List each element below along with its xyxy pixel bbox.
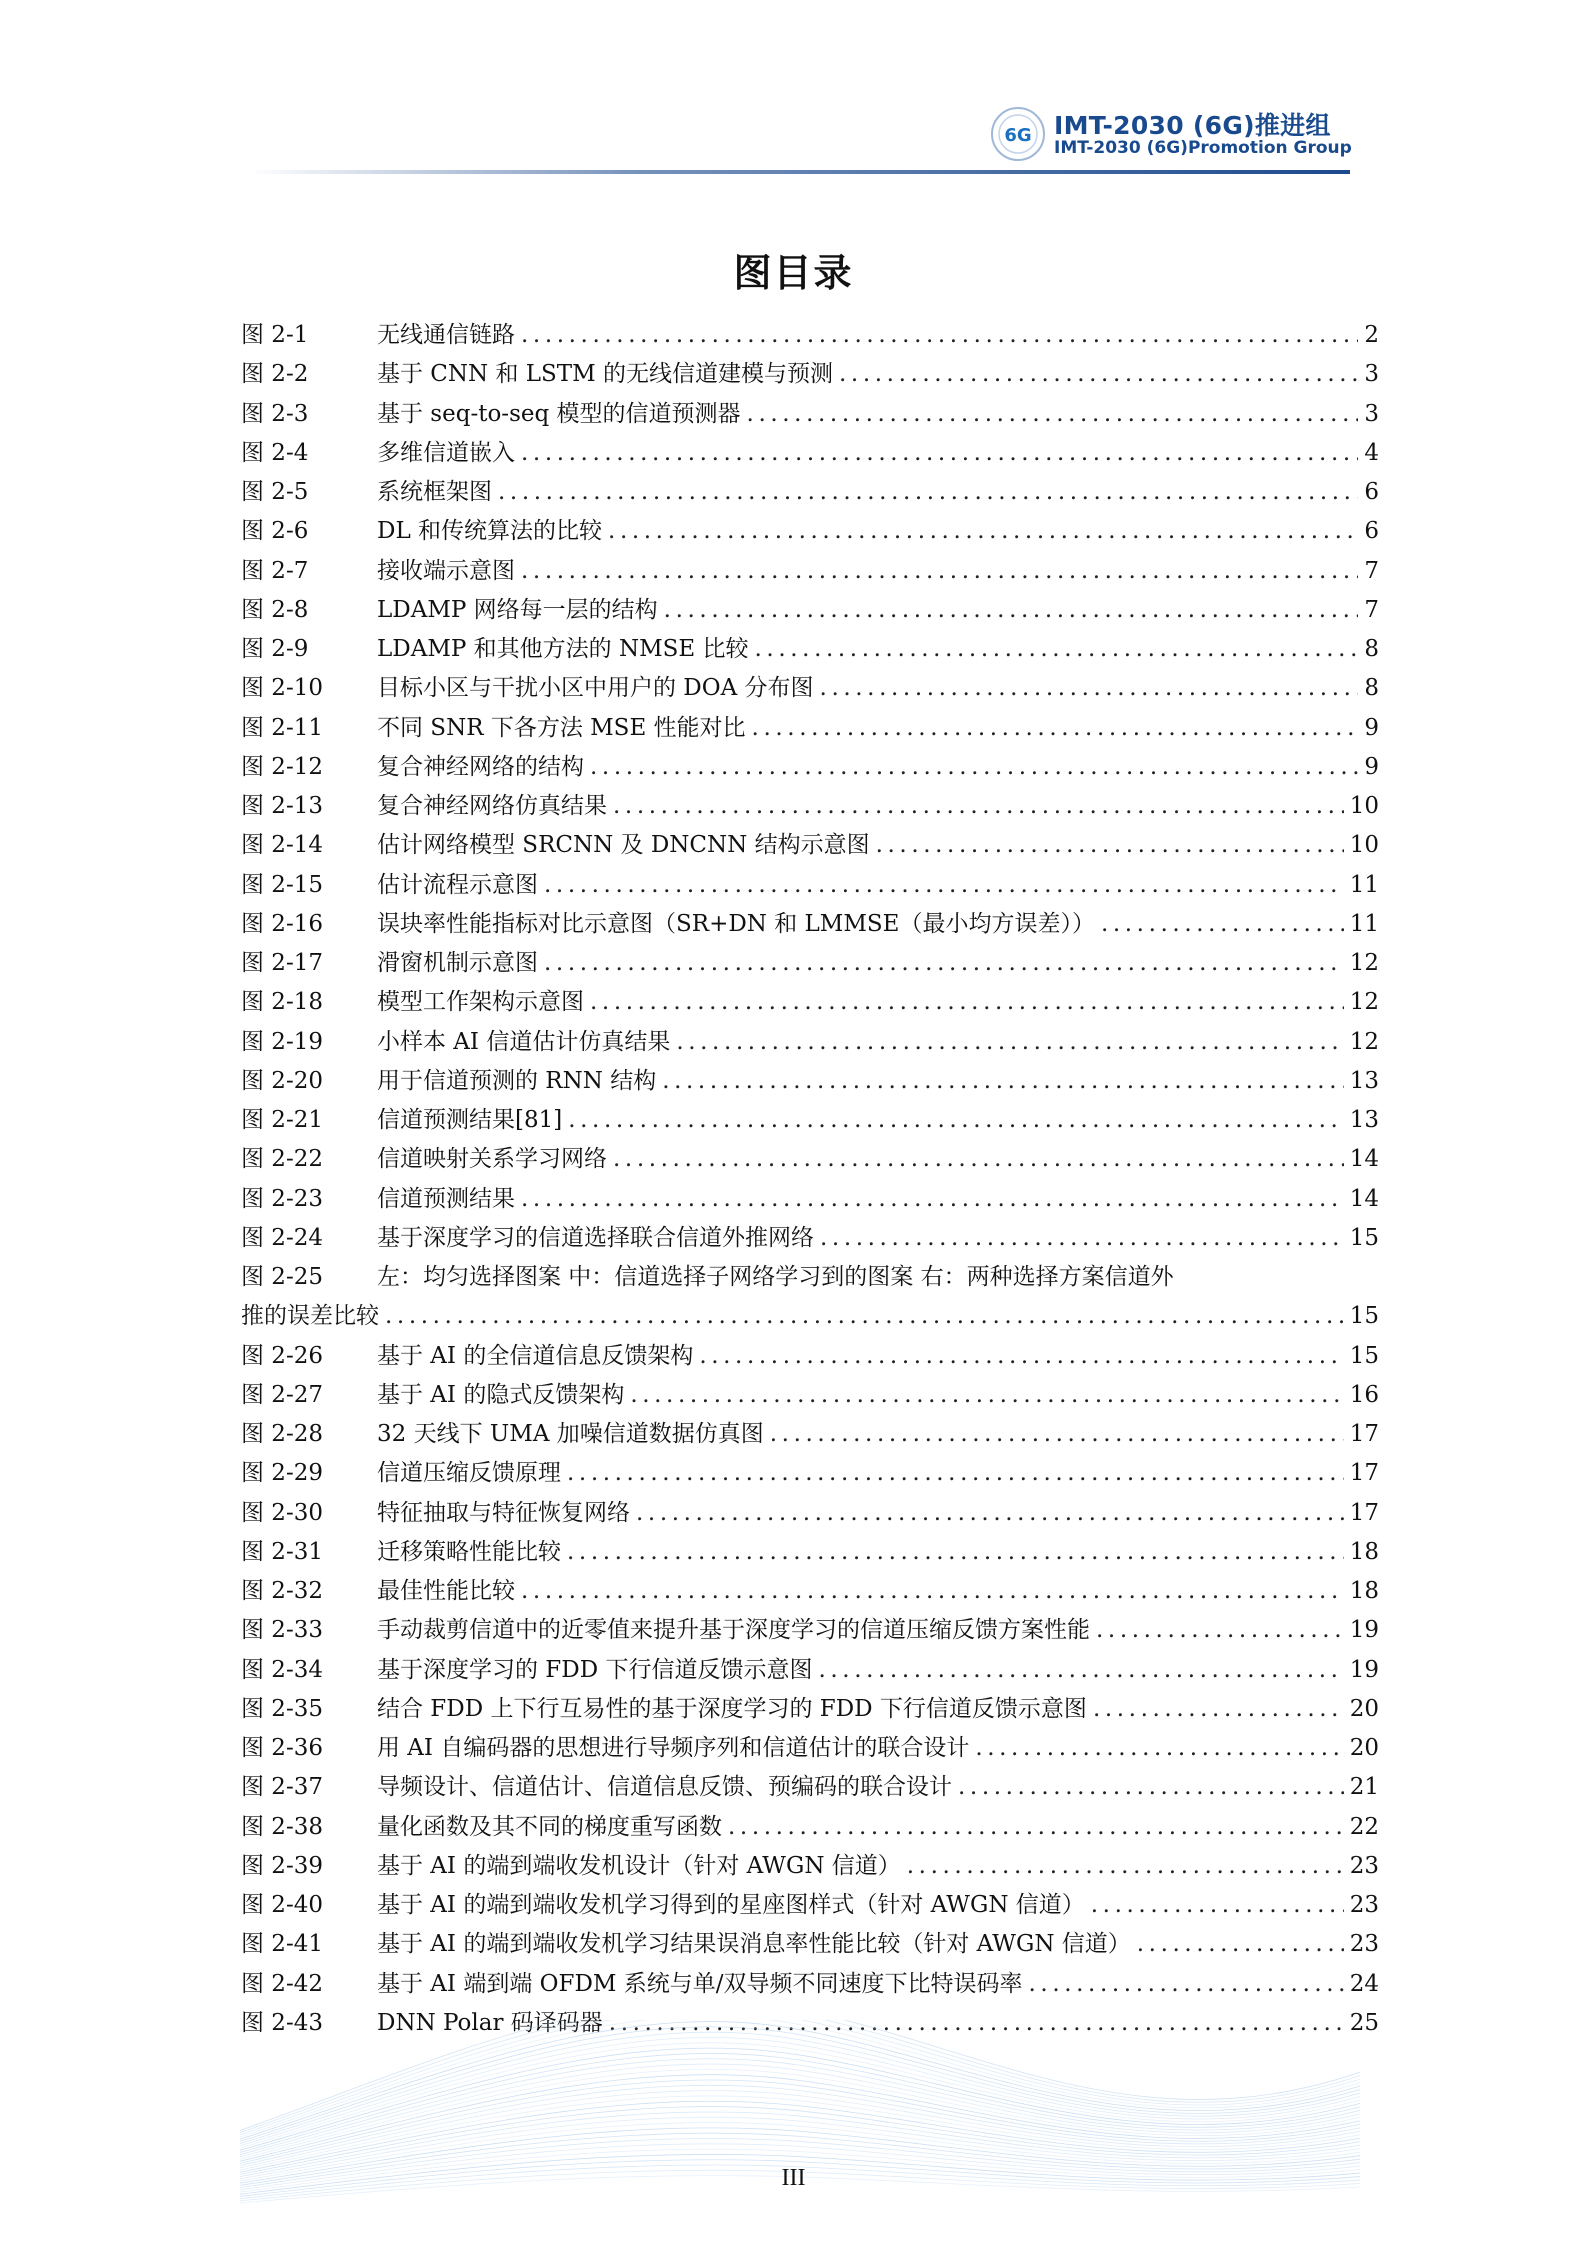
toc-entry[interactable] [241,1337,1379,1376]
toc-entry[interactable] [241,1768,1379,1807]
page-ref: 13 [1349,1107,1379,1133]
dot-leader [876,826,1344,865]
figure-caption: 系统框架图 [377,479,492,505]
page-ref: 22 [1349,1813,1379,1840]
toc-entry[interactable] [241,1533,1379,1572]
dot-leader [521,1572,1344,1611]
page-ref: 4 [1364,439,1379,466]
dot-leader [521,434,1358,473]
toc-entry[interactable] [241,1965,1379,2004]
figure-label: 图 2-29 [241,1460,323,1487]
wave-line [240,2059,1360,2155]
dot-leader [728,1808,1344,1847]
figure-caption: 目标小区与干扰小区中用户的 DOA 分布图 [377,675,814,702]
figure-caption: 信道压缩反馈原理 [377,1460,561,1487]
dot-leader [699,1337,1343,1376]
dot-leader [385,1297,1344,1336]
toc-entry[interactable] [241,1297,1379,1336]
page-ref: 15 [1349,1303,1379,1330]
figure-caption: 结合 FDD 上下行互易性的基于深度学习的 FDD 下行信道反馈示意图 [377,1695,1087,1722]
figure-label: 图 2-33 [241,1617,323,1644]
page-ref: 15 [1349,1224,1379,1251]
dot-leader [975,1729,1343,1768]
wave-line [240,2075,1360,2162]
dot-leader [1101,905,1344,944]
page-ref: 20 [1349,1695,1379,1722]
figure-caption: 基于 AI 的端到端收发机设计（针对 AWGN 信道） [377,1852,901,1879]
dot-leader [770,1415,1344,1454]
toc-entry[interactable] [241,316,1379,355]
toc-entry[interactable] [241,787,1379,826]
figure-caption: 接收端示意图 [377,557,515,584]
page-ref: 7 [1364,557,1379,584]
figure-caption: 用 AI 自编码器的思想进行导频序列和信道估计的联合设计 [377,1735,970,1761]
dot-leader [521,316,1358,355]
toc-entry[interactable] [241,1611,1379,1650]
page-ref: 21 [1349,1774,1379,1801]
toc-entry[interactable] [241,866,1379,905]
dot-leader [498,473,1358,512]
logo-text: 6G [1004,125,1032,146]
dot-leader [958,1768,1344,1807]
figure-label: 图 2-16 [241,910,323,937]
toc-entry[interactable] [241,1023,1379,1062]
page-ref: 12 [1349,950,1379,976]
figure-caption: 估计流程示意图 [377,871,538,898]
figure-caption: LDAMP 和其他方法的 NMSE 比较 [377,636,749,662]
wave-line [240,2020,1360,2135]
dot-leader [818,1651,1343,1690]
toc-entry[interactable] [241,1062,1379,1101]
toc-entry[interactable] [241,1886,1379,1925]
figure-caption: 用于信道预测的 RNN 结构 [377,1067,657,1094]
figure-caption: 基于 AI 的隐式反馈架构 [377,1381,625,1408]
dot-leader [820,669,1359,708]
figure-label: 图 2-24 [241,1224,323,1251]
figure-label: 图 2-4 [241,439,309,466]
figure-label: 图 2-14 [241,832,323,859]
toc-entry[interactable] [241,1729,1379,1768]
page-number: III [781,2165,806,2191]
figure-caption: 信道预测结果[81] [377,1107,563,1133]
figure-caption: LDAMP 网络每一层的结构 [377,596,658,623]
figure-caption: 量化函数及其不同的梯度重写函数 [377,1813,722,1840]
page-ref: 20 [1349,1735,1379,1761]
page-ref: 19 [1349,1617,1379,1644]
dot-leader [521,1180,1344,1219]
toc-entry[interactable] [241,826,1379,865]
figure-label: 图 2-31 [241,1538,323,1565]
dot-leader [544,866,1344,905]
page-ref: 10 [1349,832,1379,859]
wave-line [240,2038,1360,2146]
page-ref: 14 [1349,1185,1379,1212]
dot-leader [1096,1611,1344,1650]
figure-caption: 复合神经网络的结构 [377,753,584,780]
dot-leader [676,1023,1343,1062]
figure-caption: DL 和传统算法的比较 [377,518,603,545]
figure-label: 图 2-7 [241,557,309,584]
figure-caption: 特征抽取与特征恢复网络 [377,1499,630,1526]
figure-label: 图 2-26 [241,1342,323,1369]
page-ref: 3 [1364,400,1379,427]
figure-caption: 基于 AI 的端到端收发机学习得到的星座图样式（针对 AWGN 信道） [377,1892,1085,1918]
dot-leader [820,1219,1344,1258]
toc-entry[interactable] [241,944,1379,983]
figure-label: 图 2-13 [241,793,323,819]
toc-entry[interactable] [241,1415,1379,1454]
figure-label: 图 2-3 [241,400,309,427]
figure-label: 图 2-20 [241,1067,323,1094]
page-ref: 11 [1349,910,1379,937]
figure-caption: 估计网络模型 SRCNN 及 DNCNN 结构示意图 [377,832,870,859]
figure-label: 图 2-12 [241,753,323,780]
figure-caption: 基于 seq-to-seq 模型的信道预测器 [377,400,741,427]
page-ref: 18 [1349,1538,1379,1565]
toc-entry[interactable] [241,434,1379,473]
figure-label: 图 2-6 [241,518,309,545]
toc-entry[interactable] [241,1847,1379,1886]
figure-label: 图 2-40 [241,1892,323,1918]
figure-caption: 左：均匀选择图案 中：信道选择子网络学习到的图案 右：两种选择方案信道外 [377,1264,1174,1290]
dot-leader [755,630,1359,669]
page-ref: 9 [1364,714,1379,741]
figure-label: 图 2-41 [241,1931,323,1958]
toc-entry[interactable] [241,905,1379,944]
toc-entry[interactable] [241,552,1379,591]
toc-entry[interactable] [241,591,1379,630]
figure-caption: 推的误差比较 [241,1303,379,1330]
page-ref: 23 [1349,1931,1379,1958]
figure-caption: 信道映射关系学习网络 [377,1146,607,1173]
figure-caption: 导频设计、信道估计、信道信息反馈、预编码的联合设计 [377,1774,952,1801]
figure-caption: 复合神经网络仿真结果 [377,793,607,819]
dot-leader [630,1376,1343,1415]
page-ref: 7 [1364,596,1379,623]
figure-caption: 基于 AI 的全信道信息反馈架构 [377,1342,694,1369]
page-ref: 10 [1349,793,1379,819]
figure-label: 图 2-11 [241,714,323,741]
figure-label: 图 2-30 [241,1499,323,1526]
toc-entry[interactable] [241,1219,1379,1258]
toc-entry[interactable] [241,1690,1379,1729]
figure-caption: 基于 CNN 和 LSTM 的无线信道建模与预测 [377,361,834,388]
figure-label: 图 2-8 [241,596,309,623]
page-ref: 23 [1349,1852,1379,1879]
figure-caption: 基于 AI 的端到端收发机学习结果误消息率性能比较（针对 AWGN 信道） [377,1931,1131,1958]
toc-entry[interactable] [241,1454,1379,1493]
dot-leader [568,1101,1344,1140]
page-ref: 13 [1349,1067,1379,1094]
figure-label: 图 2-23 [241,1185,323,1212]
dot-leader [1029,1965,1344,2004]
figure-label: 图 2-34 [241,1656,323,1683]
figure-label: 图 2-21 [241,1107,323,1133]
page-ref: 12 [1349,1028,1379,1055]
toc-entry[interactable] [241,1494,1379,1533]
toc-entry[interactable] [241,1651,1379,1690]
page-ref: 23 [1349,1892,1379,1918]
page-ref: 17 [1349,1499,1379,1526]
figure-caption: 最佳性能比较 [377,1578,515,1604]
dot-leader [1093,1690,1344,1729]
figure-label: 图 2-18 [241,989,323,1016]
dot-leader [567,1533,1344,1572]
toc-entry[interactable] [241,473,1379,512]
dot-leader [747,395,1359,434]
figure-caption: 32 天线下 UMA 加噪信道数据仿真图 [377,1421,764,1447]
org-name-cn: IMT-2030 (6G)推进组 [1054,111,1331,140]
org-name-en: IMT-2030 (6G)Promotion Group [1054,138,1352,158]
dot-leader [662,1062,1344,1101]
dot-leader [613,787,1344,826]
toc-entry[interactable] [241,1140,1379,1179]
figure-caption: 无线通信链路 [377,322,515,348]
figure-caption: 小样本 AI 信道估计仿真结果 [377,1028,671,1055]
dot-leader [1091,1886,1344,1925]
figure-label: 图 2-5 [241,479,309,505]
page-ref: 8 [1364,636,1379,662]
figure-label: 图 2-9 [241,636,309,662]
figure-label: 图 2-28 [241,1421,323,1447]
page-ref: 24 [1349,1970,1379,1997]
figure-label: 图 2-10 [241,675,323,702]
toc-entry[interactable] [241,395,1379,434]
figure-label: 图 2-27 [241,1381,323,1408]
toc-entry[interactable] [241,1258,1379,1297]
page-ref: 6 [1364,518,1379,545]
toc-entry[interactable] [241,1572,1379,1611]
page-ref: 2 [1364,322,1379,348]
page-ref: 9 [1364,753,1379,780]
dot-leader [839,355,1358,394]
figure-caption: 手动裁剪信道中的近零值来提升基于深度学习的信道压缩反馈方案性能 [377,1617,1090,1644]
page-ref: 8 [1364,675,1379,702]
dot-leader [590,983,1344,1022]
toc-entry[interactable] [241,669,1379,708]
page-ref: 16 [1349,1381,1379,1408]
page-header [990,100,1350,170]
page-ref: 18 [1349,1578,1379,1604]
page-ref: 3 [1364,361,1379,388]
header-divider [250,170,1350,174]
figure-label: 图 2-19 [241,1028,323,1055]
toc-entry[interactable] [241,1376,1379,1415]
figure-label: 图 2-37 [241,1774,323,1801]
dot-leader [590,748,1358,787]
page-ref: 14 [1349,1146,1379,1173]
dot-leader [752,709,1359,748]
figure-caption: DNN Polar 码译码器 [377,2009,603,2036]
figure-label: 图 2-36 [241,1735,323,1761]
figure-caption: 模型工作架构示意图 [377,989,584,1016]
figure-caption: 迁移策略性能比较 [377,1538,561,1565]
dot-leader [636,1494,1344,1533]
figure-label: 图 2-2 [241,361,309,388]
figure-caption: 多维信道嵌入 [377,439,515,466]
figure-label: 图 2-39 [241,1852,323,1879]
figure-label: 图 2-32 [241,1578,323,1604]
dot-leader [544,944,1344,983]
page-ref: 17 [1349,1460,1379,1487]
page-ref: 19 [1349,1656,1379,1683]
dot-leader [608,512,1358,551]
figure-label: 图 2-25 [241,1264,323,1290]
figure-caption: 误块率性能指标对比示意图（SR+DN 和 LMMSE（最小均方误差）） [377,910,1095,937]
dot-leader [613,1140,1344,1179]
toc-entry[interactable] [241,1101,1379,1140]
figure-label: 图 2-42 [241,1970,323,1997]
page-ref: 11 [1349,871,1379,898]
dot-leader [521,552,1358,591]
page-ref: 15 [1349,1342,1379,1369]
toc-entry[interactable] [241,1925,1379,1964]
figure-label: 图 2-1 [241,322,309,348]
imt-2030-logo [990,106,1046,162]
toc-entry[interactable] [241,709,1379,748]
toc-entry[interactable] [241,355,1379,394]
page-ref: 12 [1349,989,1379,1016]
figure-caption: 基于 AI 端到端 OFDM 系统与单/双导频不同速度下比特误码率 [377,1970,1023,1997]
page-ref: 17 [1349,1421,1379,1447]
page-ref: 25 [1349,2009,1379,2036]
figure-caption: 基于深度学习的信道选择联合信道外推网络 [377,1224,814,1251]
dot-leader [664,591,1359,630]
figure-label: 图 2-43 [241,2009,323,2036]
page-title: 图目录 [733,251,854,295]
figure-label: 图 2-17 [241,950,323,976]
figure-caption: 信道预测结果 [377,1185,515,1212]
toc-entry[interactable] [241,1180,1379,1219]
figure-label: 图 2-15 [241,871,323,898]
figure-label: 图 2-35 [241,1695,323,1722]
toc-entry[interactable] [241,630,1379,669]
figure-caption: 滑窗机制示意图 [377,950,538,976]
figure-caption: 基于深度学习的 FDD 下行信道反馈示意图 [377,1656,813,1683]
dot-leader [1137,1925,1344,1964]
figure-label: 图 2-38 [241,1813,323,1840]
figure-list [241,316,1379,2043]
figure-caption: 不同 SNR 下各方法 MSE 性能对比 [377,714,746,741]
dot-leader [907,1847,1344,1886]
toc-entry[interactable] [241,748,1379,787]
figure-label: 图 2-22 [241,1146,323,1173]
page-ref: 6 [1364,479,1379,505]
toc-entry[interactable] [241,512,1379,551]
toc-entry[interactable] [241,983,1379,1022]
toc-entry[interactable] [241,1808,1379,1847]
dot-leader [567,1454,1344,1493]
